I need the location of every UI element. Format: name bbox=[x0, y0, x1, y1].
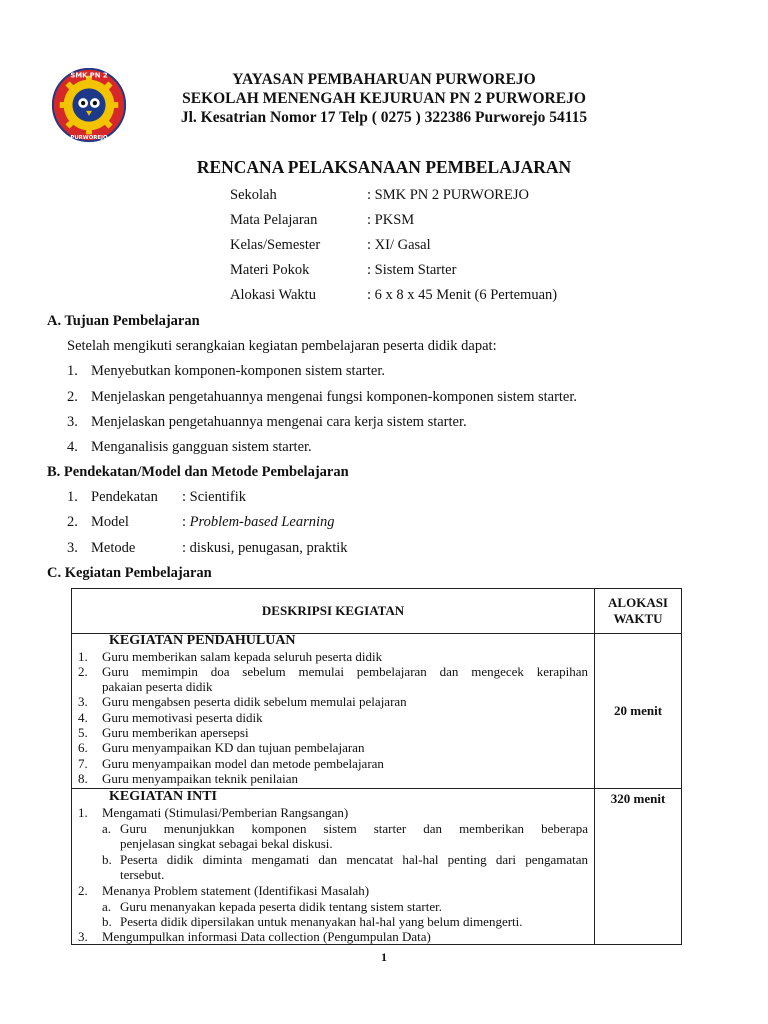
list-item: Guru memberikan salam kepada seluruh peserta didik bbox=[102, 649, 383, 664]
list-letter: a. bbox=[102, 899, 112, 914]
list-item: Guru menyampaikan teknik penilaian bbox=[102, 771, 299, 786]
list-number: 1. bbox=[78, 649, 88, 664]
list-letter: a. bbox=[102, 821, 112, 836]
table-row bbox=[72, 789, 682, 945]
step-question: Menanya Problem statement (Identifikasi Masalah) bbox=[102, 883, 370, 898]
list-number: 1. bbox=[67, 489, 78, 505]
step-question-a: Guru menanyakan kepada peserta didik tentang sistem starter. bbox=[120, 899, 443, 914]
meta-label-kelas: Kelas/Semester bbox=[230, 237, 321, 253]
header-allocation bbox=[595, 589, 682, 634]
page-number: 1 bbox=[381, 950, 387, 964]
step-observe-a-cont: penjelasan singkat sebagai bekal diskusi. bbox=[120, 836, 333, 851]
section-c-heading: C. Kegiatan Pembelajaran bbox=[47, 565, 212, 581]
school-logo-icon bbox=[50, 66, 128, 144]
list-item: Guru memberikan apersepsi bbox=[102, 725, 249, 740]
list-number: 3. bbox=[67, 414, 78, 430]
activity-table bbox=[71, 588, 682, 945]
approach-label: Pendekatan bbox=[91, 489, 158, 505]
logo-text-top: SMK PN 2 bbox=[70, 71, 108, 80]
page-title: RENCANA PELAKSANAAN PEMBELAJARAN bbox=[196, 157, 572, 177]
inti-allocation: 320 menit bbox=[595, 789, 682, 945]
list-number: 3. bbox=[78, 694, 88, 709]
list-item: Menjelaskan pengetahuannya mengenai cara kerja sistem starter. bbox=[91, 414, 467, 430]
list-number: 2. bbox=[78, 664, 88, 679]
method-label: Metode bbox=[91, 540, 136, 556]
model-value bbox=[182, 514, 335, 531]
table-row bbox=[72, 634, 682, 789]
list-letter: b. bbox=[102, 852, 112, 867]
step-observe-b: Peserta didik diminta mengamati dan mencatat hal-hal penting dari pengamatan bbox=[120, 852, 588, 867]
list-item: Menjelaskan pengetahuannya mengenai fungsi komponen-komponen sistem starter. bbox=[91, 389, 578, 405]
model-colon: : bbox=[182, 514, 190, 530]
header-address: Jl. Kesatrian Nomor 17 Telp ( 0275 ) 322386 Purworejo 54115 bbox=[180, 109, 588, 126]
approach-value: : Scientifik bbox=[182, 489, 247, 505]
pendahuluan-title: KEGIATAN PENDAHULUAN bbox=[109, 633, 296, 648]
step-collect: Mengumpulkan informasi Data collection (Pengumpulan Data) bbox=[102, 929, 431, 944]
inti-title: KEGIATAN INTI bbox=[109, 789, 218, 804]
list-number: 5. bbox=[78, 725, 88, 740]
meta-value-mapel: : PKSM bbox=[367, 212, 415, 228]
table-header-row bbox=[72, 589, 682, 634]
section-a-heading: A. Tujuan Pembelajaran bbox=[47, 313, 200, 329]
header-school: SEKOLAH MENENGAH KEJURUAN PN 2 PURWOREJO bbox=[182, 90, 586, 107]
list-number: 4. bbox=[78, 710, 88, 725]
model-name: Problem-based Learning bbox=[189, 514, 335, 530]
step-observe-a: Guru menunjukkan komponen sistem starter dan memberikan beberapa bbox=[120, 821, 588, 836]
meta-label-materi: Materi Pokok bbox=[230, 262, 310, 278]
meta-value-kelas: : XI/ Gasal bbox=[367, 237, 431, 253]
header-allocation-line1: ALOKASI bbox=[608, 595, 668, 610]
section-a-intro: Setelah mengikuti serangkaian kegiatan pembelajaran peserta didik dapat: bbox=[67, 338, 497, 354]
meta-label-alokasi: Alokasi Waktu bbox=[230, 287, 316, 303]
section-b-heading: B. Pendekatan/Model dan Metode Pembelajaran bbox=[47, 464, 349, 480]
method-value: : diskusi, penugasan, praktik bbox=[182, 540, 348, 556]
list-number: 1. bbox=[78, 805, 88, 820]
list-number: 8. bbox=[78, 771, 88, 786]
pendahuluan-allocation: 20 menit bbox=[595, 634, 682, 789]
list-item: Menyebutkan komponen-komponen sistem starter. bbox=[91, 363, 385, 379]
meta-label-mapel: Mata Pelajaran bbox=[230, 212, 318, 228]
list-number: 7. bbox=[78, 756, 88, 771]
model-label: Model bbox=[91, 514, 129, 530]
list-number: 2. bbox=[67, 389, 78, 405]
list-number: 3. bbox=[78, 929, 88, 944]
list-number: 6. bbox=[78, 740, 88, 755]
list-item: Guru menyampaikan KD dan tujuan pembelajaran bbox=[102, 740, 365, 755]
list-item: Guru menyampaikan model dan metode pembelajaran bbox=[102, 756, 384, 771]
list-item: Guru memotivasi peserta didik bbox=[102, 710, 263, 725]
meta-label-sekolah: Sekolah bbox=[230, 187, 277, 203]
list-item: Guru mengabsen peserta didik sebelum memulai pelajaran bbox=[102, 694, 407, 709]
list-number: 4. bbox=[67, 439, 78, 455]
list-number: 3. bbox=[67, 540, 78, 556]
list-letter: b. bbox=[102, 914, 112, 929]
inti-cell bbox=[72, 789, 595, 945]
list-item: Menganalisis gangguan sistem starter. bbox=[91, 439, 312, 455]
list-number: 2. bbox=[67, 514, 78, 530]
header-allocation-line2: WAKTU bbox=[613, 611, 663, 626]
header-description: DESKRIPSI KEGIATAN bbox=[72, 589, 595, 634]
step-observe-b-cont: tersebut. bbox=[120, 867, 165, 882]
header-foundation: YAYASAN PEMBAHARUAN PURWOREJO bbox=[232, 71, 536, 88]
meta-value-alokasi: : 6 x 8 x 45 Menit (6 Pertemuan) bbox=[367, 287, 558, 303]
list-number: 2. bbox=[78, 883, 88, 898]
list-number: 1. bbox=[67, 363, 78, 379]
meta-value-sekolah: : SMK PN 2 PURWOREJO bbox=[367, 187, 529, 203]
logo-text-bottom: PURWOREJO bbox=[70, 135, 108, 142]
pendahuluan-cell bbox=[72, 634, 595, 789]
meta-value-materi: : Sistem Starter bbox=[367, 262, 457, 278]
step-observe: Mengamati (Stimulasi/Pemberian Rangsangan) bbox=[102, 805, 349, 820]
step-question-b: Peserta didik dipersilakan untuk menanyakan hal-hal yang belum dimengerti. bbox=[120, 914, 523, 929]
list-item-continuation: pakaian peserta didik bbox=[102, 679, 213, 694]
list-item: Guru memimpin doa sebelum memulai pembelajaran dan mengecek kerapihan bbox=[102, 664, 588, 679]
